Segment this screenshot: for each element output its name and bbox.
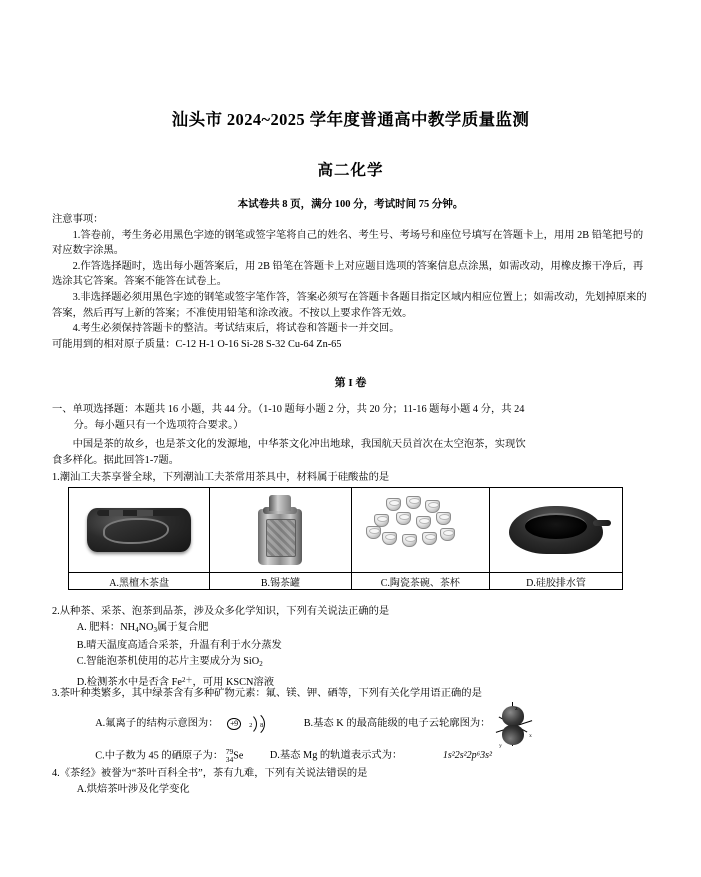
- isotope-mass-number: 79: [225, 747, 234, 756]
- question-2-option-b[interactable]: [52, 638, 652, 654]
- option-d-text-post: ，可用 KSCN溶液: [192, 677, 275, 689]
- atomic-mass-note: 可能用到的相对原子质量：C-12 H-1 O-16 Si-28 S-32 Cu-64 Zn-65: [52, 338, 342, 350]
- option-d-prefix: D.: [269, 750, 280, 762]
- option-d-text-pre: 检测茶水中是否含 Fe: [86, 677, 182, 689]
- option-a-text: 氟离子的结构示意图为：: [105, 718, 219, 730]
- silicone-drain-icon: [490, 488, 622, 572]
- question-3-text: 茶叶种类繁多，其中绿茶含有多种矿物元素：氟、镁、钾、硒等，下列有关化学用语正确的是: [59, 688, 482, 699]
- shell-2-electron-count: 8: [260, 722, 264, 729]
- option-b-text: 基态 K 的最高能级的电子云轮廓图为：: [313, 718, 491, 730]
- shell-1-electron-count: 2: [249, 722, 253, 729]
- option-a-sub2: 3: [153, 625, 157, 634]
- question-2-stem: [52, 604, 652, 620]
- tea-tray-icon: [69, 488, 209, 572]
- question-1-number: 1.: [52, 472, 60, 483]
- axis-label-y: y: [499, 743, 502, 749]
- question-3-option-a[interactable]: [95, 716, 218, 732]
- passage-line1: 中国是茶的故乡，也是茶文化的发源地，中华茶文化冲出地球，我国航天员首次在太空泡茶，实现饮: [72, 439, 526, 450]
- question-2-option-c[interactable]: [52, 654, 652, 672]
- reading-passage: [52, 437, 652, 468]
- option-b-image-cell[interactable]: [210, 488, 351, 573]
- option-d-image-cell[interactable]: [490, 488, 623, 573]
- option-c-prefix: C.: [76, 655, 87, 667]
- option-c-sub1: 2: [259, 659, 263, 668]
- section-heading-line1: 一、单项选择题：本题共 16 小题，共 44 分。（1-10 题每小题 2 分，共 20 分；11-16 题每小题 4 分，共 24: [52, 404, 525, 415]
- electron-configuration-expr: 1s²2s²2p⁶3s²: [442, 750, 493, 762]
- option-a-text-mid: NO: [138, 622, 154, 633]
- question-3-option-b[interactable]: [304, 716, 491, 732]
- option-c-prefix: C.: [95, 750, 105, 762]
- option-a-text: 烘焙茶叶涉及化学变化: [86, 784, 190, 795]
- question-2-text: 从种茶、采茶、泡茶到品茶，涉及众多化学知识，下列有关说法正确的是: [59, 606, 390, 617]
- option-d-label-cell[interactable]: D.硅胶排水管: [490, 573, 623, 590]
- question-4-stem: [52, 766, 652, 782]
- option-c-image-cell[interactable]: [351, 488, 490, 573]
- option-b-label-cell[interactable]: B.锡茶罐: [210, 573, 351, 590]
- page-title: 汕头市 2024~2025 学年度普通高中教学质量监测: [171, 110, 530, 129]
- question-3-row-cd: [52, 748, 662, 764]
- question-1-image-options: [68, 487, 623, 590]
- table-row-images: [69, 488, 623, 573]
- notice-item-1: 1.答卷前，考生务必用黑色字迹的钢笔或签字笔将自己的姓名、考生号、考场号和座位号填写在答题卡上，用用 2B 铅笔把号的对应数字涂黑。: [52, 229, 644, 257]
- question-3-row-ab: [52, 702, 662, 749]
- axis-label-z: z: [515, 706, 518, 712]
- notice-heading: 注意事项：: [52, 214, 104, 225]
- question-4-option-a[interactable]: [52, 782, 652, 798]
- tin-caddy-icon: [210, 488, 350, 572]
- question-2-option-a[interactable]: [52, 620, 652, 638]
- option-a-prefix: A.: [76, 784, 87, 795]
- atom-structure-icon: [221, 711, 271, 737]
- option-a-text-post: 属于复合肥: [156, 622, 209, 633]
- question-3-stem: [52, 686, 662, 702]
- question-1: [52, 470, 652, 486]
- option-c-text: 智能泡茶机使用的芯片主要成分为 SiO: [86, 655, 260, 667]
- table-row-labels: [69, 573, 623, 590]
- option-a-prefix: A.: [76, 622, 87, 633]
- option-d-sup1: 2＋: [181, 675, 193, 684]
- section-heading-line2: 分。每小题只有一个选项符合要求。）: [73, 419, 244, 431]
- p-orbital-cloud-icon: [493, 702, 535, 749]
- question-3: [52, 686, 662, 764]
- question-1-stem: [52, 470, 652, 486]
- option-b-prefix: B.: [303, 718, 314, 730]
- notice-item-3: 3.非选择题必须用黑色字迹的钢笔或签字笔作答，答案必须写在答题卡各题目指定区域内相应位置上；如需改动，先划掉原来的答案，然后再写上新的答案；不准使用铅笔和涂改液。不按以上要求作答无效。: [52, 291, 647, 319]
- question-4-text: 《茶经》被誉为“茶叶百科全书”，茶有九难，下列有关说法错误的是: [59, 768, 368, 779]
- option-a-text-pre: 肥料：NH: [86, 622, 136, 633]
- question-1-text: 潮汕工夫茶享誉全球，下列潮汕工夫茶常用茶具中，材料属于硅酸盐的是: [59, 472, 390, 483]
- question-2: [52, 604, 652, 691]
- isotope-atomic-number: 34: [225, 755, 234, 764]
- option-d-prefix: D.: [76, 677, 87, 689]
- part-label: 第 I 卷: [334, 377, 367, 389]
- notice-item-4: 4.考生必须保持答题卡的整洁。考试结束后，将试卷和答题卡一并交回。: [72, 323, 400, 335]
- notice-item-2: 2.作答选择题时，选出每小题答案后，用 2B 铅笔在答题卡上对应题目选项的答案信息点涂黑，如需改动，用橡皮擦干净后，再选涂其它答案。答案不能答在试卷上。: [52, 260, 644, 288]
- option-c-text: 中子数为 45 的硒原子为：: [104, 750, 224, 762]
- question-4: [52, 766, 652, 798]
- porcelain-cups-icon: [352, 488, 490, 572]
- question-3-number: 3.: [52, 688, 60, 699]
- passage-line2: 食多样化。据此回答1-7题。: [52, 454, 179, 466]
- option-a-sub1: 4: [135, 625, 139, 634]
- axis-label-x: x: [529, 733, 532, 739]
- subject-title: 高二化学: [317, 162, 384, 179]
- question-3-option-c[interactable]: [95, 748, 243, 764]
- exam-meta-line: 本试卷共 8 页，满分 100 分，考试时间 75 分钟。: [237, 199, 464, 210]
- isotope-element-symbol: Se: [233, 750, 244, 762]
- option-a-label-cell[interactable]: A.黑檀木茶盘: [69, 573, 210, 590]
- option-b-text: 晴天温度高适合采茶，升温有利于水分蒸发: [86, 639, 282, 651]
- question-1-option-table: [68, 487, 623, 590]
- question-3-option-d[interactable]: [270, 748, 492, 764]
- notice-block: [52, 212, 652, 352]
- option-a-prefix: A.: [95, 718, 106, 730]
- question-2-number: 2.: [52, 606, 60, 617]
- option-a-image-cell[interactable]: [69, 488, 210, 573]
- option-c-label-cell[interactable]: C.陶瓷茶碗、茶杯: [351, 573, 490, 590]
- nucleus-charge-label: +9: [227, 718, 241, 730]
- option-b-prefix: B.: [76, 639, 87, 651]
- option-d-text: 基态 Mg 的轨道表示式为：: [279, 750, 403, 762]
- question-4-number: 4.: [52, 768, 60, 779]
- section-heading: [52, 402, 652, 433]
